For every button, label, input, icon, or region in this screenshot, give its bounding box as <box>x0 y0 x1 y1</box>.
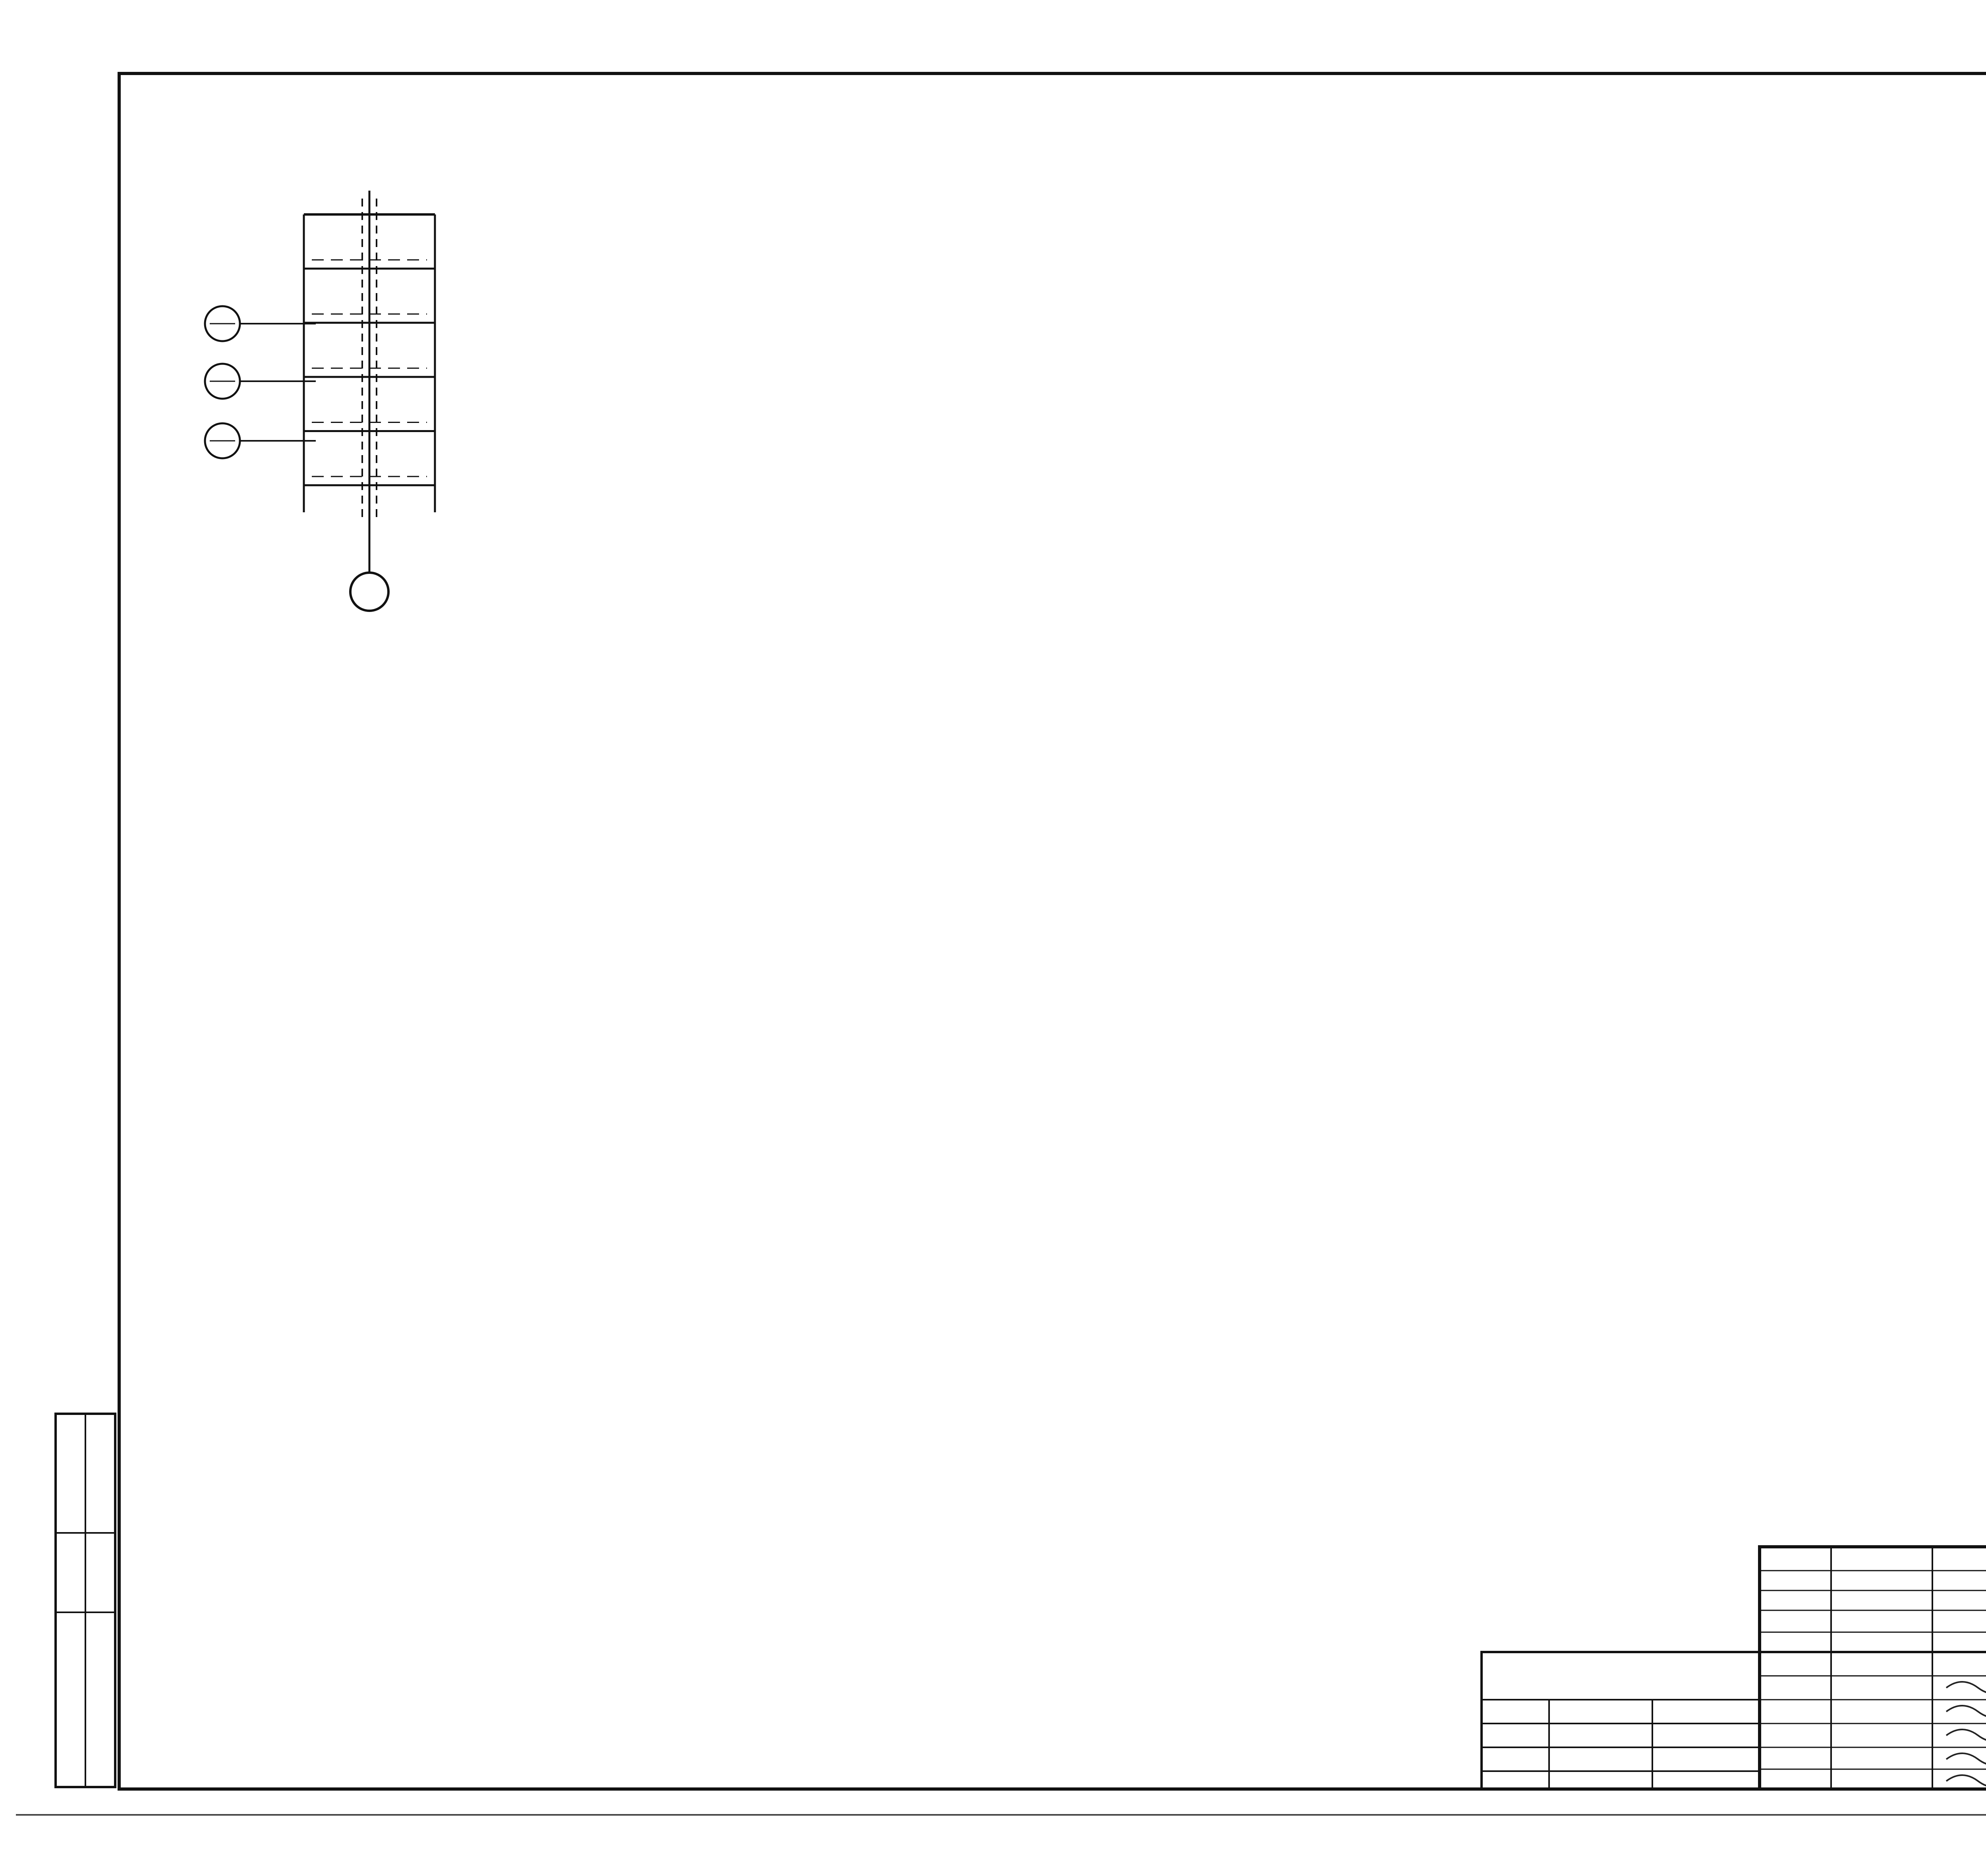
panel-elevation <box>304 191 435 572</box>
title-block <box>1482 1547 1986 1789</box>
side-stamp <box>56 1414 115 1787</box>
fragments <box>205 191 435 611</box>
axis-bubble <box>350 573 388 611</box>
node-callout <box>205 364 316 399</box>
node-callout <box>205 423 316 458</box>
signature-marks <box>1946 1682 1986 1787</box>
title-block-text <box>1946 1654 1986 1787</box>
node-callout <box>205 306 316 341</box>
fragment-4 <box>205 191 435 611</box>
sheet-border <box>119 73 1986 1789</box>
